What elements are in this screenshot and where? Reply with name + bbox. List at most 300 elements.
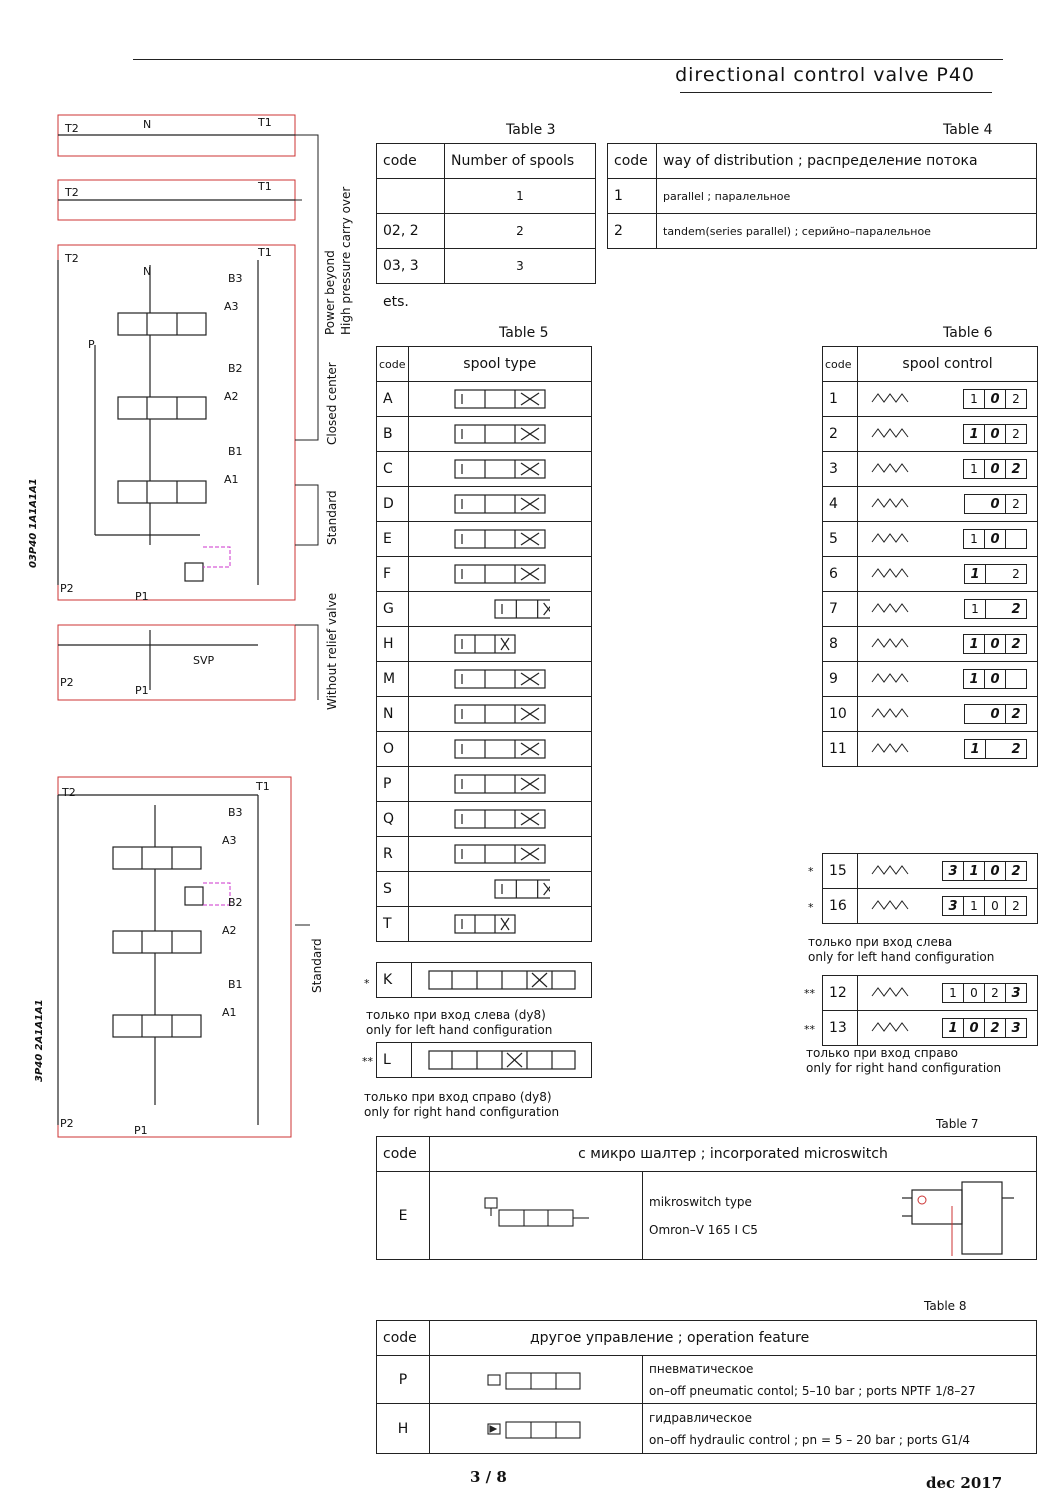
spool-code: B bbox=[377, 417, 409, 452]
table5-caption: Table 5 bbox=[499, 325, 549, 341]
table-row bbox=[377, 1321, 1037, 1356]
position-box: 3 bbox=[943, 862, 964, 880]
note-line: only for left hand configuration bbox=[808, 950, 995, 964]
control-code: 11 bbox=[823, 732, 858, 767]
table-row bbox=[377, 662, 592, 697]
table-cell: 03, 3 bbox=[377, 249, 445, 284]
side-label-without-relief: Without relief valve bbox=[325, 592, 339, 710]
spool-code: G bbox=[377, 592, 409, 627]
position-boxes bbox=[963, 669, 1027, 689]
spring-symbol bbox=[868, 895, 928, 917]
side-label-standard: Standard bbox=[325, 490, 339, 545]
spool-code: O bbox=[377, 732, 409, 767]
spool-symbol bbox=[450, 386, 550, 412]
table-row bbox=[823, 452, 1038, 487]
position-box: 2 bbox=[985, 984, 1006, 1002]
table3-header-spools: Number of spools bbox=[445, 144, 596, 179]
port-a2: A2 bbox=[222, 924, 237, 937]
spool-symbol-cell bbox=[408, 487, 591, 522]
spool-symbol-cell bbox=[408, 662, 591, 697]
position-box: 1 bbox=[943, 1019, 964, 1037]
table3-header-code: code bbox=[377, 144, 445, 179]
table-row bbox=[823, 854, 1038, 889]
table7-code: E bbox=[377, 1172, 430, 1260]
position-box: 0 bbox=[985, 390, 1006, 408]
position-boxes bbox=[963, 634, 1027, 654]
port-p1: P1 bbox=[135, 590, 149, 603]
spring-symbol bbox=[868, 493, 928, 515]
revision-date: dec 2017 bbox=[926, 1474, 1003, 1492]
control-symbol-cell bbox=[858, 382, 1038, 417]
table-row bbox=[823, 662, 1038, 697]
spool-symbol-l bbox=[427, 1047, 577, 1073]
spool-symbol bbox=[450, 841, 550, 867]
title-underline bbox=[680, 92, 992, 93]
position-box: 2 bbox=[1011, 601, 1021, 617]
spool-symbol bbox=[450, 456, 550, 482]
port-a1: A1 bbox=[224, 473, 239, 486]
position-box: 0 bbox=[985, 635, 1006, 653]
note-line: только при вход справо bbox=[806, 1046, 959, 1060]
position-boxes bbox=[942, 896, 1027, 916]
note-line: only for right hand configuration bbox=[806, 1061, 1002, 1075]
k-note bbox=[366, 1008, 552, 1038]
table6-header-spool-control: spool control bbox=[858, 347, 1038, 382]
spring-symbol bbox=[868, 528, 928, 550]
table-cell bbox=[377, 179, 445, 214]
table3-caption: Table 3 bbox=[506, 122, 556, 138]
hydraulic-info-cell bbox=[643, 1404, 1037, 1454]
l-mark: ** bbox=[362, 1055, 373, 1068]
control-code: 2 bbox=[823, 417, 858, 452]
spring-symbol bbox=[868, 1017, 928, 1039]
spool-symbol-cell bbox=[408, 522, 591, 557]
table6-left bbox=[822, 853, 1038, 924]
spring-symbol bbox=[868, 563, 928, 585]
table3 bbox=[376, 143, 596, 284]
position-boxes bbox=[964, 564, 1027, 584]
table4-caption: Table 4 bbox=[943, 122, 993, 138]
position-box: 1 bbox=[964, 670, 985, 688]
spool-code: E bbox=[377, 522, 409, 557]
table-row bbox=[377, 1404, 1037, 1454]
info-line: гидравлическое bbox=[649, 1410, 752, 1425]
position-box: 2 bbox=[1011, 636, 1021, 652]
control-symbol-cell bbox=[858, 487, 1038, 522]
table6-right bbox=[822, 975, 1038, 1046]
port-p1: P1 bbox=[135, 684, 149, 697]
table-cell: parallel ; паралельное bbox=[657, 179, 1037, 214]
table-row bbox=[377, 1043, 592, 1078]
table6-header-code: code bbox=[823, 347, 858, 382]
port-t1: T1 bbox=[258, 180, 272, 193]
table-row bbox=[823, 732, 1038, 767]
control-code: 15 bbox=[823, 854, 858, 889]
table6 bbox=[822, 346, 1038, 767]
table-row bbox=[377, 214, 596, 249]
port-a2: A2 bbox=[224, 390, 239, 403]
microswitch-drawing bbox=[902, 1178, 1022, 1258]
spool-code: F bbox=[377, 557, 409, 592]
info-line: on–off pneumatic contol; 5–10 bar ; ports NPTF 1/8–27 bbox=[649, 1383, 976, 1398]
spool-symbol bbox=[450, 876, 550, 902]
header-rule bbox=[133, 59, 1003, 60]
control-code: 6 bbox=[823, 557, 858, 592]
info-line: пневматическое bbox=[649, 1361, 754, 1376]
spring-symbol bbox=[868, 703, 928, 725]
spool-symbol bbox=[450, 911, 550, 937]
position-box: 1 bbox=[965, 600, 986, 618]
control-symbol-cell bbox=[858, 697, 1038, 732]
spool-symbol-cell bbox=[408, 732, 591, 767]
position-box: 0 bbox=[985, 862, 1006, 880]
port-p2: P2 bbox=[60, 1117, 74, 1130]
control-code: 16 bbox=[823, 889, 858, 924]
table-row bbox=[823, 557, 1038, 592]
spool-symbol-cell bbox=[412, 1043, 592, 1078]
note-line: только при вход справо (dy8) bbox=[364, 1090, 552, 1104]
info-line: on–off hydraulic control ; pn = 5 – 20 bar ; ports G1/4 bbox=[649, 1432, 971, 1447]
position-box: 3 bbox=[1011, 985, 1021, 1001]
table-cell: 3 bbox=[445, 249, 596, 284]
table5-l bbox=[376, 1042, 592, 1078]
table-row bbox=[823, 487, 1038, 522]
table-row bbox=[377, 837, 592, 872]
position-box: 0 bbox=[985, 530, 1006, 548]
control-symbol-cell bbox=[858, 854, 1038, 889]
control-code: 10 bbox=[823, 697, 858, 732]
position-boxes bbox=[963, 459, 1027, 479]
position-box: 1 bbox=[964, 390, 985, 408]
l-note bbox=[364, 1090, 559, 1120]
note-line: только при вход слева (dy8) bbox=[366, 1008, 546, 1022]
port-n: N bbox=[143, 118, 152, 131]
table6-caption: Table 6 bbox=[943, 325, 993, 341]
table-cell: tandem(series parallel) ; серийно–паралельное bbox=[657, 214, 1037, 249]
table5-header-code: code bbox=[377, 347, 409, 382]
table8-caption: Table 8 bbox=[924, 1299, 967, 1313]
position-box bbox=[1006, 670, 1026, 688]
spool-code: R bbox=[377, 837, 409, 872]
spring-symbol bbox=[868, 633, 928, 655]
position-box: 1 bbox=[943, 984, 964, 1002]
spool-symbol-cell bbox=[408, 697, 591, 732]
pneumatic-info-cell bbox=[643, 1356, 1037, 1404]
position-boxes bbox=[964, 494, 1027, 514]
control-symbol-cell bbox=[858, 662, 1038, 697]
port-t1: T1 bbox=[258, 116, 272, 129]
table-cell: 1 bbox=[445, 179, 596, 214]
table-row bbox=[377, 249, 596, 284]
position-box: 2 bbox=[985, 1019, 1006, 1037]
position-boxes bbox=[942, 861, 1027, 881]
spring-symbol bbox=[868, 423, 928, 445]
spool-code: N bbox=[377, 697, 409, 732]
table-row bbox=[823, 347, 1038, 382]
table7-caption: Table 7 bbox=[936, 1117, 979, 1131]
spool-symbol bbox=[450, 631, 550, 657]
port-b2: B2 bbox=[228, 896, 243, 909]
page-number: 3 / 8 bbox=[470, 1468, 507, 1486]
control-symbol-cell bbox=[858, 557, 1038, 592]
spool-symbol bbox=[450, 491, 550, 517]
port-a1: A1 bbox=[222, 1006, 237, 1019]
port-p: P bbox=[88, 338, 95, 351]
table-row bbox=[377, 144, 596, 179]
table-row bbox=[377, 802, 592, 837]
spool-symbol bbox=[450, 666, 550, 692]
position-box: 0 bbox=[985, 670, 1006, 688]
spool-symbol-cell bbox=[408, 872, 591, 907]
spool-code: D bbox=[377, 487, 409, 522]
table-row bbox=[377, 1137, 1037, 1172]
position-box: 1 bbox=[964, 425, 985, 443]
port-b1: B1 bbox=[228, 445, 243, 458]
port-t2: T2 bbox=[62, 786, 76, 799]
position-box: 1 bbox=[964, 460, 985, 478]
port-p2: P2 bbox=[60, 676, 74, 689]
table3-footer: ets. bbox=[383, 294, 409, 310]
position-boxes bbox=[942, 1018, 1027, 1038]
position-box: 1 bbox=[964, 897, 985, 915]
position-box: 0 bbox=[964, 1019, 985, 1037]
position-box: 2 bbox=[1012, 567, 1020, 581]
pneumatic-symbol bbox=[486, 1367, 586, 1393]
position-box bbox=[986, 740, 1006, 758]
table5-header-spool-type: spool type bbox=[408, 347, 591, 382]
control-symbol-cell bbox=[858, 1011, 1038, 1046]
spool-symbol bbox=[450, 806, 550, 832]
position-box: 0 bbox=[985, 897, 1006, 915]
position-box: 1 bbox=[965, 740, 986, 758]
spool-symbol bbox=[450, 526, 550, 552]
position-box bbox=[965, 495, 985, 513]
table-cell: 2 bbox=[608, 214, 657, 249]
hydraulic-symbol-cell bbox=[430, 1404, 643, 1454]
spool-code: C bbox=[377, 452, 409, 487]
position-box: 0 bbox=[964, 984, 985, 1002]
position-box bbox=[986, 565, 1006, 583]
table7-header-code: code bbox=[377, 1137, 430, 1172]
control-symbol-cell bbox=[858, 417, 1038, 452]
control-code: 3 bbox=[823, 452, 858, 487]
microswitch-symbol bbox=[481, 1196, 591, 1236]
port-t1: T1 bbox=[256, 780, 270, 793]
control-symbol-cell bbox=[858, 452, 1038, 487]
control-code: 1 bbox=[823, 382, 858, 417]
spool-symbol-cell bbox=[408, 907, 591, 942]
spring-symbol bbox=[868, 738, 928, 760]
control-code: 5 bbox=[823, 522, 858, 557]
table-row bbox=[608, 179, 1037, 214]
position-box: 2 bbox=[1012, 497, 1020, 511]
spool-code: A bbox=[377, 382, 409, 417]
row-mark: * bbox=[808, 901, 814, 914]
microswitch-symbol-cell bbox=[430, 1172, 643, 1260]
position-box: 1 bbox=[964, 530, 985, 548]
control-symbol-cell bbox=[858, 627, 1038, 662]
port-b3: B3 bbox=[228, 806, 243, 819]
control-symbol-cell bbox=[858, 976, 1038, 1011]
hydraulic-symbol bbox=[486, 1416, 586, 1442]
position-box: 2 bbox=[1012, 392, 1020, 406]
position-box: 0 bbox=[985, 705, 1006, 723]
table6-right-note bbox=[806, 1046, 1001, 1076]
table-row bbox=[377, 382, 592, 417]
spool-symbol bbox=[450, 771, 550, 797]
row-mark: ** bbox=[804, 987, 815, 1000]
control-code: 9 bbox=[823, 662, 858, 697]
control-code: 13 bbox=[823, 1011, 858, 1046]
spring-symbol bbox=[868, 598, 928, 620]
port-b1: B1 bbox=[228, 978, 243, 991]
note-line: only for right hand configuration bbox=[364, 1105, 560, 1119]
spool-code: M bbox=[377, 662, 409, 697]
spool-symbol-cell bbox=[408, 802, 591, 837]
microswitch-info-cell bbox=[643, 1172, 1037, 1260]
table-row bbox=[377, 963, 592, 998]
spool-code: Q bbox=[377, 802, 409, 837]
position-boxes bbox=[963, 389, 1027, 409]
spool-symbol bbox=[450, 596, 550, 622]
table7 bbox=[376, 1136, 1037, 1260]
table-row bbox=[377, 417, 592, 452]
spring-symbol bbox=[868, 668, 928, 690]
table-row bbox=[823, 627, 1038, 662]
table5 bbox=[376, 346, 592, 942]
table-row bbox=[608, 214, 1037, 249]
position-box bbox=[1006, 530, 1026, 548]
spool-symbol-cell bbox=[408, 767, 591, 802]
spring-symbol bbox=[868, 982, 928, 1004]
spool-symbol-cell bbox=[408, 627, 591, 662]
table-row bbox=[377, 452, 592, 487]
microswitch-model: Omron–V 165 I C5 bbox=[649, 1222, 758, 1237]
position-box: 1 bbox=[965, 565, 986, 583]
table8-header-feature: другое управление ; operation feature bbox=[430, 1321, 1037, 1356]
note-line: only for left hand configuration bbox=[366, 1023, 553, 1037]
control-code: 12 bbox=[823, 976, 858, 1011]
table-row bbox=[377, 347, 592, 382]
table-row bbox=[377, 557, 592, 592]
position-boxes bbox=[963, 529, 1027, 549]
position-boxes bbox=[964, 704, 1027, 724]
position-box: 2 bbox=[1011, 741, 1021, 757]
table-row bbox=[823, 976, 1038, 1011]
control-symbol-cell bbox=[858, 732, 1038, 767]
control-code: 4 bbox=[823, 487, 858, 522]
table-row bbox=[377, 522, 592, 557]
table8-code: H bbox=[377, 1404, 430, 1454]
port-b3: B3 bbox=[228, 272, 243, 285]
position-box: 3 bbox=[1011, 1020, 1021, 1036]
side-label-power-beyond: Power beyond bbox=[323, 250, 337, 335]
position-box bbox=[965, 705, 985, 723]
table-row bbox=[823, 1011, 1038, 1046]
position-box: 2 bbox=[1011, 863, 1021, 879]
spool-symbol-cell bbox=[408, 452, 591, 487]
port-n: N bbox=[143, 265, 152, 278]
spool-symbol bbox=[450, 421, 550, 447]
table-row bbox=[377, 487, 592, 522]
port-a3: A3 bbox=[222, 834, 237, 847]
table-row bbox=[377, 1356, 1037, 1404]
control-symbol-cell bbox=[858, 592, 1038, 627]
spool-code: T bbox=[377, 907, 409, 942]
table7-header-feature: с микро шалтер ; incorporated microswitch bbox=[430, 1137, 1037, 1172]
spool-symbol-cell bbox=[408, 557, 591, 592]
row-mark: ** bbox=[804, 1023, 815, 1036]
position-box: 2 bbox=[1011, 461, 1021, 477]
spool-symbol bbox=[450, 736, 550, 762]
position-box: 2 bbox=[1012, 899, 1020, 913]
spool-symbol-cell bbox=[408, 382, 591, 417]
table-row bbox=[377, 907, 592, 942]
model-label-1: 03P40 1A1A1A1 bbox=[28, 478, 39, 568]
spring-symbol bbox=[868, 388, 928, 410]
note-line: только при вход слева bbox=[808, 935, 953, 949]
table-cell: 2 bbox=[445, 214, 596, 249]
control-code: 8 bbox=[823, 627, 858, 662]
spool-symbol-k bbox=[427, 967, 577, 993]
table-row bbox=[823, 592, 1038, 627]
spring-symbol bbox=[868, 860, 928, 882]
table-row bbox=[823, 522, 1038, 557]
table4-header-distribution: way of distribution ; распределение потока bbox=[657, 144, 1037, 179]
control-symbol-cell bbox=[858, 522, 1038, 557]
table8-header-code: code bbox=[377, 1321, 430, 1356]
table-row bbox=[377, 627, 592, 662]
table6-left-note bbox=[808, 935, 994, 965]
table-cell: 1 bbox=[608, 179, 657, 214]
port-t2: T2 bbox=[65, 122, 79, 135]
pneumatic-symbol-cell bbox=[430, 1356, 643, 1404]
position-boxes bbox=[964, 739, 1027, 759]
position-boxes bbox=[942, 983, 1027, 1003]
port-p2: P2 bbox=[60, 582, 74, 595]
side-label-high-pressure: High pressure carry over bbox=[339, 186, 353, 335]
row-mark: * bbox=[808, 865, 814, 878]
control-code: 7 bbox=[823, 592, 858, 627]
side-label-closed-center: Closed center bbox=[325, 362, 339, 445]
table-cell: L bbox=[377, 1043, 412, 1078]
spool-symbol bbox=[450, 701, 550, 727]
spool-symbol-cell bbox=[412, 963, 592, 998]
table8 bbox=[376, 1320, 1037, 1454]
table-row bbox=[608, 144, 1037, 179]
spool-code: P bbox=[377, 767, 409, 802]
side-label-standard-2: Standard bbox=[310, 938, 324, 993]
port-p1: P1 bbox=[134, 1124, 148, 1137]
table-row bbox=[377, 732, 592, 767]
spool-symbol-cell bbox=[408, 417, 591, 452]
table-row bbox=[823, 889, 1038, 924]
table-row bbox=[377, 697, 592, 732]
position-boxes bbox=[963, 424, 1027, 444]
port-t2: T2 bbox=[65, 252, 79, 265]
position-box: 0 bbox=[985, 425, 1006, 443]
position-box bbox=[986, 600, 1006, 618]
table-cell: 02, 2 bbox=[377, 214, 445, 249]
port-b2: B2 bbox=[228, 362, 243, 375]
port-svp: SVP bbox=[193, 654, 215, 667]
table-row bbox=[377, 1172, 1037, 1260]
position-box: 2 bbox=[1011, 706, 1021, 722]
position-box: 3 bbox=[943, 897, 964, 915]
table-cell: K bbox=[377, 963, 412, 998]
table-row bbox=[823, 697, 1038, 732]
page-title: directional control valve P40 bbox=[675, 64, 975, 86]
